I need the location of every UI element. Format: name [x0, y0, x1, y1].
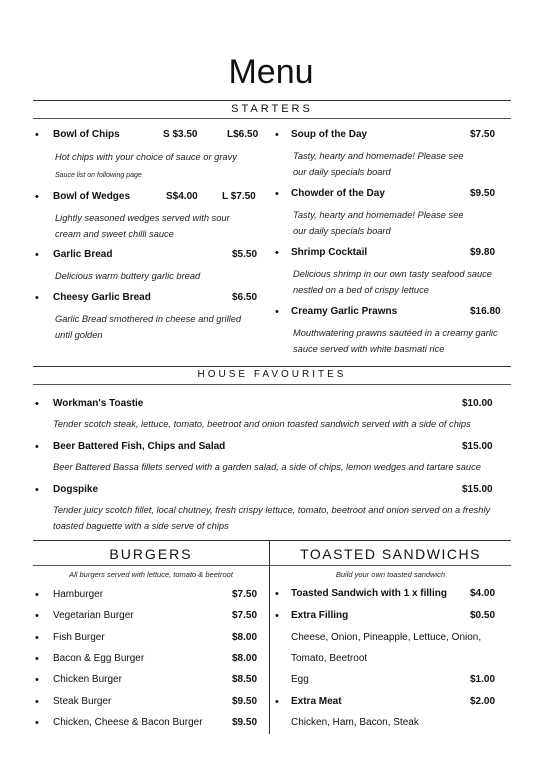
item-note: Sauce list on following page	[55, 172, 142, 179]
item-price: $9.50	[470, 188, 496, 199]
item-price: $10.00	[462, 398, 493, 409]
bullet-icon: •	[35, 717, 39, 729]
item-price: $9.50	[232, 696, 258, 707]
item-price-small: S$4.00	[166, 191, 198, 202]
item-description: Lightly seasoned wedges served with sour cream and sweet chilli sauce	[55, 213, 230, 239]
bullet-icon: •	[35, 292, 39, 304]
item-price: $7.50	[232, 589, 258, 600]
item-description: Garlic Bread smothered in cheese and grilled until golden	[55, 314, 242, 340]
bullet-icon: •	[35, 441, 39, 453]
divider	[33, 118, 511, 119]
item-price: $16.80	[470, 306, 501, 317]
divider	[33, 100, 511, 101]
item-price: $0.50	[470, 610, 496, 621]
fillings-list: Cheese, Onion, Pineapple, Lettuce, Onion,	[291, 632, 482, 643]
item-name: Hamburger	[53, 589, 104, 600]
item-price: $7.50	[470, 129, 496, 140]
item-name: Bowl of Wedges	[53, 191, 131, 202]
bullet-icon: •	[35, 589, 39, 601]
bullet-icon: •	[275, 696, 279, 708]
bullet-icon: •	[275, 247, 279, 259]
bullet-icon: •	[35, 129, 39, 141]
bullet-icon: •	[35, 696, 39, 708]
item-name: Shrimp Cocktail	[291, 247, 368, 258]
bullet-icon: •	[275, 610, 279, 622]
bullet-icon: •	[275, 129, 279, 141]
item-name: Extra Filling	[291, 610, 349, 621]
fillings-list: Tomato, Beetroot	[291, 653, 368, 664]
item-name: Bowl of Chips	[53, 129, 120, 140]
item-price: $8.00	[232, 632, 258, 643]
bullet-icon: •	[35, 191, 39, 203]
item-description: Tasty, hearty and homemade! Please see our daily specials board	[293, 151, 464, 177]
item-name: Beer Battered Fish, Chips and Salad	[53, 441, 226, 452]
section-heading-starters: STARTERS	[231, 103, 313, 115]
section-heading-toasted-sandwichs: TOASTED SANDWICHS	[300, 546, 481, 562]
item-price: $9.80	[470, 247, 496, 258]
meats-list: Chicken, Ham, Bacon, Steak	[291, 717, 419, 728]
bullet-icon: •	[35, 674, 39, 686]
bullet-icon: •	[35, 484, 39, 496]
item-price-large: L $7.50	[222, 191, 256, 202]
divider	[270, 565, 511, 566]
item-price: $2.00	[470, 696, 496, 707]
item-description: Tender scotch steak, lettuce, tomato, beetroot and onion toasted sandwich served with a side of chips	[53, 419, 471, 429]
item-name: Bacon & Egg Burger	[53, 653, 145, 664]
item-name: Steak Burger	[53, 696, 112, 707]
bullet-icon: •	[35, 610, 39, 622]
item-description: Beer Battered Bassa fillets served with a garden salad, a side of chips, lemon wedges and tartare sauce	[53, 462, 481, 472]
divider	[33, 384, 511, 385]
item-price: $4.00	[470, 588, 496, 599]
item-price: $15.00	[462, 441, 493, 452]
bullet-icon: •	[35, 249, 39, 261]
page-title: Menu	[228, 53, 314, 91]
item-price-small: S $3.50	[163, 129, 198, 140]
bullet-icon: •	[275, 188, 279, 200]
divider	[33, 565, 269, 566]
item-name: Chowder of the Day	[291, 188, 385, 199]
divider	[33, 366, 511, 367]
item-name: Egg	[291, 674, 309, 685]
item-price: $6.50	[232, 292, 258, 303]
item-description: Tender juicy scotch fillet, local chutney, fresh crispy lettuce, tomato, beetroot and onion served on a freshly toasted baguette with a side serve of chips	[53, 505, 491, 531]
item-name: Chicken, Cheese & Bacon Burger	[53, 717, 203, 728]
item-name: Vegetarian Burger	[53, 610, 134, 621]
section-heading-house-favourites: HOUSE FAVOURITES	[197, 369, 347, 380]
item-name: Soup of the Day	[291, 129, 368, 140]
item-price: $8.00	[232, 653, 258, 664]
section-note: All burgers served with lettuce, tomato & beetroot	[69, 570, 233, 579]
item-description: Delicious shrimp in our own tasty seafood sauce nestled on a bed of crispy lettuce	[293, 269, 492, 295]
item-name: Toasted Sandwich with 1 x filling	[291, 588, 447, 599]
item-name: Extra Meat	[291, 696, 342, 707]
bullet-icon: •	[35, 398, 39, 410]
divider	[33, 540, 511, 541]
item-description: Tasty, hearty and homemade! Please see our daily specials board	[293, 210, 464, 236]
item-name: Dogspike	[53, 484, 99, 495]
item-name: Cheesy Garlic Bread	[53, 292, 151, 303]
item-price: $8.50	[232, 674, 258, 685]
item-description: Delicious warm buttery garlic bread	[55, 271, 201, 281]
item-name: Garlic Bread	[53, 249, 113, 260]
bullet-icon: •	[35, 632, 39, 644]
item-name: Workman's Toastie	[53, 398, 144, 409]
item-price: $5.50	[232, 249, 258, 260]
item-price: $9.50	[232, 717, 258, 728]
item-price: $1.00	[470, 674, 496, 685]
bullet-icon: •	[275, 588, 279, 600]
item-name: Chicken Burger	[53, 674, 122, 685]
section-note: Build your own toasted sandwich	[335, 570, 446, 579]
item-price-large: L$6.50	[227, 129, 259, 140]
item-price: $7.50	[232, 610, 258, 621]
item-description: Hot chips with your choice of sauce or gravy	[55, 152, 237, 162]
item-name: Fish Burger	[53, 632, 105, 643]
item-description: Mouthwatering prawns sautéed in a creamy garlic sauce served with white basmati rice	[293, 328, 498, 354]
item-name: Creamy Garlic Prawns	[291, 306, 398, 317]
section-heading-burgers: BURGERS	[109, 546, 193, 562]
bullet-icon: •	[275, 306, 279, 318]
bullet-icon: •	[35, 653, 39, 665]
item-price: $15.00	[462, 484, 493, 495]
